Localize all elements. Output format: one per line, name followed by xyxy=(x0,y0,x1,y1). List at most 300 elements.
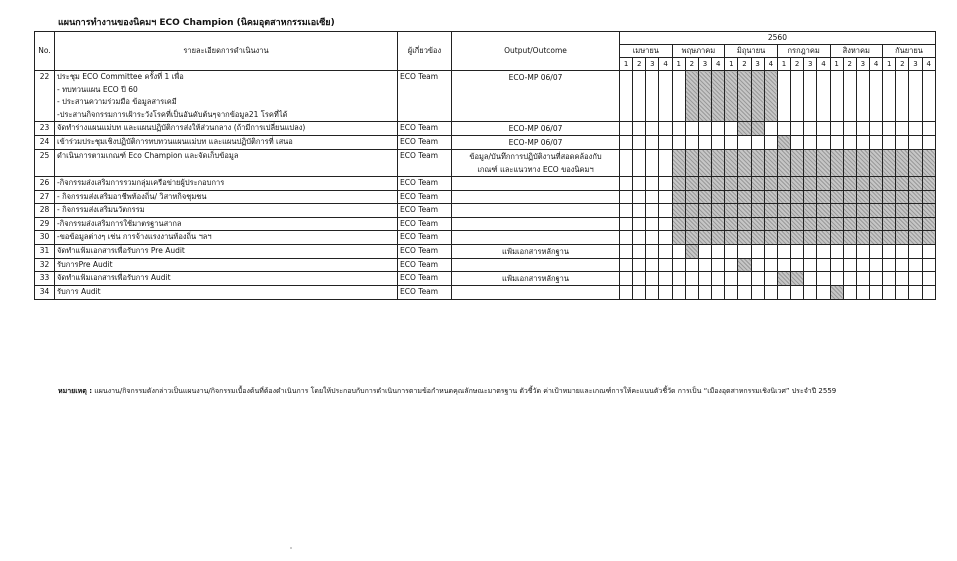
header-year: 2560 xyxy=(620,32,936,45)
month-header: สิงหาคม xyxy=(830,45,883,58)
schedule-cell xyxy=(725,122,738,136)
output-outcome xyxy=(452,71,620,122)
responsible-party: ECO Team xyxy=(398,136,452,150)
schedule-cell-marked xyxy=(725,71,738,122)
schedule-cell xyxy=(751,244,764,258)
schedule-cell xyxy=(738,272,751,286)
activity-description xyxy=(55,286,398,300)
schedule-cell-marked xyxy=(856,177,869,191)
schedule-cell xyxy=(909,244,922,258)
responsible-party: ECO Team xyxy=(398,286,452,300)
plan-body xyxy=(35,71,936,300)
header-output: Output/Outcome xyxy=(452,32,620,71)
schedule-cell-marked xyxy=(672,150,685,177)
schedule-cell xyxy=(633,204,646,218)
schedule-cell xyxy=(620,150,633,177)
schedule-cell xyxy=(646,190,659,204)
schedule-cell-marked xyxy=(751,217,764,231)
schedule-cell xyxy=(791,122,804,136)
description-line: -กิจกรรมส่งเสริมการใช้มาตรฐานสากล xyxy=(57,218,182,228)
schedule-cell xyxy=(646,272,659,286)
week-header: 3 xyxy=(751,58,764,71)
schedule-cell xyxy=(804,272,817,286)
schedule-cell xyxy=(685,272,698,286)
schedule-cell xyxy=(633,71,646,122)
schedule-cell-marked xyxy=(909,204,922,218)
schedule-cell xyxy=(672,136,685,150)
output-outcome xyxy=(452,217,620,231)
schedule-cell xyxy=(646,122,659,136)
week-header: 2 xyxy=(896,58,909,71)
schedule-cell xyxy=(620,244,633,258)
month-header: กันยายน xyxy=(883,45,936,58)
schedule-cell xyxy=(659,136,672,150)
schedule-cell xyxy=(869,258,882,272)
schedule-cell xyxy=(883,71,896,122)
week-header: 1 xyxy=(620,58,633,71)
schedule-cell xyxy=(646,177,659,191)
schedule-cell xyxy=(633,177,646,191)
schedule-cell xyxy=(856,71,869,122)
schedule-cell xyxy=(896,272,909,286)
schedule-cell-marked xyxy=(698,204,711,218)
table-row xyxy=(35,150,936,177)
schedule-cell-marked xyxy=(909,217,922,231)
schedule-cell-marked xyxy=(830,231,843,245)
schedule-cell-marked xyxy=(909,190,922,204)
schedule-cell xyxy=(791,136,804,150)
schedule-cell xyxy=(817,71,830,122)
schedule-cell-marked xyxy=(738,204,751,218)
schedule-cell xyxy=(830,244,843,258)
schedule-cell xyxy=(685,136,698,150)
schedule-cell xyxy=(883,136,896,150)
row-number: 27 xyxy=(35,190,55,204)
schedule-cell-marked xyxy=(843,150,856,177)
week-header: 4 xyxy=(764,58,777,71)
schedule-cell xyxy=(659,244,672,258)
week-header: 3 xyxy=(698,58,711,71)
row-number: 32 xyxy=(35,258,55,272)
schedule-cell-marked xyxy=(830,286,843,300)
week-header: 2 xyxy=(685,58,698,71)
schedule-cell-marked xyxy=(843,190,856,204)
schedule-cell-marked xyxy=(698,71,711,122)
schedule-cell xyxy=(646,244,659,258)
schedule-cell-marked xyxy=(764,204,777,218)
description-line: จัดทำแฟ้มเอกสารเพื่อรับการ Pre Audit xyxy=(57,245,185,255)
schedule-cell-marked xyxy=(869,217,882,231)
responsible-party: ECO Team xyxy=(398,272,452,286)
schedule-cell xyxy=(672,258,685,272)
week-header: 3 xyxy=(856,58,869,71)
schedule-cell xyxy=(843,122,856,136)
schedule-cell xyxy=(698,286,711,300)
schedule-cell xyxy=(659,71,672,122)
schedule-cell-marked xyxy=(751,150,764,177)
responsible-party: ECO Team xyxy=(398,204,452,218)
responsible-party: ECO Team xyxy=(398,71,452,122)
schedule-cell xyxy=(922,286,935,300)
schedule-cell-marked xyxy=(804,204,817,218)
schedule-cell xyxy=(659,272,672,286)
schedule-cell xyxy=(672,122,685,136)
schedule-cell xyxy=(856,258,869,272)
schedule-cell-marked xyxy=(764,177,777,191)
schedule-cell-marked xyxy=(869,231,882,245)
schedule-cell-marked xyxy=(830,190,843,204)
schedule-cell xyxy=(922,258,935,272)
schedule-cell-marked xyxy=(817,177,830,191)
schedule-cell-marked xyxy=(869,150,882,177)
output-outcome xyxy=(452,190,620,204)
schedule-cell xyxy=(620,136,633,150)
schedule-cell-marked xyxy=(922,217,935,231)
schedule-cell xyxy=(738,244,751,258)
schedule-cell xyxy=(712,258,725,272)
schedule-cell xyxy=(672,244,685,258)
schedule-cell xyxy=(869,244,882,258)
output-line: แฟ้มเอกสารหลักฐาน xyxy=(501,274,570,283)
schedule-cell xyxy=(791,71,804,122)
schedule-cell-marked xyxy=(751,204,764,218)
schedule-cell-marked xyxy=(922,177,935,191)
schedule-cell xyxy=(817,122,830,136)
schedule-cell xyxy=(764,258,777,272)
activity-description xyxy=(55,244,398,258)
schedule-cell xyxy=(843,136,856,150)
schedule-cell-marked xyxy=(738,150,751,177)
week-header: 3 xyxy=(804,58,817,71)
schedule-cell xyxy=(883,286,896,300)
schedule-cell-marked xyxy=(685,204,698,218)
description-line: - กิจกรรมส่งเสริมนวัตกรรม xyxy=(57,205,145,214)
schedule-cell xyxy=(817,136,830,150)
schedule-cell-marked xyxy=(817,150,830,177)
week-header: 1 xyxy=(883,58,896,71)
schedule-cell xyxy=(804,71,817,122)
activity-description xyxy=(55,217,398,231)
schedule-cell-marked xyxy=(883,204,896,218)
schedule-cell-marked xyxy=(791,204,804,218)
schedule-cell-marked xyxy=(777,272,790,286)
responsible-party: ECO Team xyxy=(398,244,452,258)
output-outcome xyxy=(452,272,620,286)
responsible-party: ECO Team xyxy=(398,190,452,204)
schedule-cell xyxy=(764,272,777,286)
schedule-cell xyxy=(856,244,869,258)
schedule-cell xyxy=(909,286,922,300)
week-header: 2 xyxy=(633,58,646,71)
activity-description xyxy=(55,71,398,122)
schedule-cell-marked xyxy=(725,150,738,177)
responsible-party: ECO Team xyxy=(398,150,452,177)
schedule-cell xyxy=(620,71,633,122)
schedule-cell xyxy=(909,122,922,136)
schedule-cell xyxy=(843,286,856,300)
row-number: 25 xyxy=(35,150,55,177)
schedule-cell xyxy=(633,136,646,150)
description-line: รับการPre Audit xyxy=(57,259,113,269)
table-row xyxy=(35,204,936,218)
schedule-cell xyxy=(725,136,738,150)
schedule-cell xyxy=(751,272,764,286)
schedule-cell xyxy=(633,190,646,204)
schedule-cell xyxy=(896,136,909,150)
header-responsible: ผู้เกี่ยวข้อง xyxy=(398,32,452,71)
footnote-text: แผนงาน/กิจกรรมดังกล่าวเป็นแผนงาน/กิจกรรมเบื้องต้นที่ต้องดำเนินการ โดยให้ประกอบกับการดำเนินการตามข้อกำหนดคุณลักษณะมาตรฐาน ตัวชี้วัด ค่าเป้าหมายและเกณฑ์การให้คะแนนตัวชี้วัด การเป็น “เมืองอุตสาหกรรมเชิงนิเวศ” ประจำปี 2559 xyxy=(94,387,837,395)
schedule-cell xyxy=(659,231,672,245)
month-header: พฤษภาคม xyxy=(672,45,725,58)
table-row xyxy=(35,190,936,204)
month-header: มิถุนายน xyxy=(725,45,778,58)
schedule-cell xyxy=(896,258,909,272)
week-header: 4 xyxy=(922,58,935,71)
schedule-cell-marked xyxy=(896,150,909,177)
schedule-cell xyxy=(843,71,856,122)
schedule-cell-marked xyxy=(751,231,764,245)
schedule-cell xyxy=(909,272,922,286)
schedule-cell xyxy=(633,286,646,300)
schedule-cell xyxy=(725,244,738,258)
responsible-party: ECO Team xyxy=(398,258,452,272)
output-outcome xyxy=(452,258,620,272)
description-line: ดำเนินการตามเกณฑ์ Eco Champion และจัดเก็บข้อมูล xyxy=(57,151,239,160)
schedule-cell-marked xyxy=(817,190,830,204)
activity-description xyxy=(55,231,398,245)
schedule-cell-marked xyxy=(712,231,725,245)
schedule-cell-marked xyxy=(804,217,817,231)
month-header: กรกฎาคม xyxy=(777,45,830,58)
schedule-cell-marked xyxy=(725,217,738,231)
schedule-cell xyxy=(646,286,659,300)
schedule-cell-marked xyxy=(738,258,751,272)
description-line: - ประสานความร่วมมือ ข้อมูลสารเคมี xyxy=(57,97,177,106)
output-line: ECO-MP 06/07 xyxy=(508,138,563,147)
output-outcome xyxy=(452,231,620,245)
week-header: 2 xyxy=(843,58,856,71)
schedule-cell-marked xyxy=(777,204,790,218)
schedule-cell xyxy=(712,244,725,258)
row-number: 29 xyxy=(35,217,55,231)
schedule-cell-marked xyxy=(751,190,764,204)
schedule-cell-marked xyxy=(751,122,764,136)
output-line: แฟ้มเอกสารหลักฐาน xyxy=(501,246,570,256)
schedule-cell-marked xyxy=(764,231,777,245)
schedule-cell-marked xyxy=(791,231,804,245)
table-row xyxy=(35,136,936,150)
week-header: 4 xyxy=(869,58,882,71)
schedule-cell-marked xyxy=(777,177,790,191)
output-line: ECO-MP 06/07 xyxy=(508,73,563,82)
schedule-cell xyxy=(791,286,804,300)
schedule-cell-marked xyxy=(685,71,698,122)
schedule-cell-marked xyxy=(909,177,922,191)
schedule-cell xyxy=(646,136,659,150)
schedule-cell-marked xyxy=(830,217,843,231)
schedule-cell xyxy=(646,217,659,231)
schedule-cell xyxy=(791,258,804,272)
activity-description xyxy=(55,150,398,177)
schedule-cell xyxy=(633,258,646,272)
output-outcome xyxy=(452,150,620,177)
table-row xyxy=(35,177,936,191)
schedule-cell-marked xyxy=(698,217,711,231)
schedule-cell xyxy=(672,71,685,122)
description-line: จัดทำแฟ้มเอกสารเพื่อรับการ Audit xyxy=(57,273,171,282)
schedule-cell-marked xyxy=(869,204,882,218)
schedule-cell xyxy=(659,150,672,177)
activity-description xyxy=(55,122,398,136)
schedule-cell-marked xyxy=(685,190,698,204)
schedule-cell xyxy=(804,258,817,272)
schedule-cell-marked xyxy=(712,204,725,218)
description-line: -ขอข้อมูลต่างๆ เช่น การจ้างแรงงานท้องถิ่น ฯลฯ xyxy=(57,232,212,241)
schedule-cell xyxy=(633,217,646,231)
schedule-cell xyxy=(712,122,725,136)
schedule-cell-marked xyxy=(751,71,764,122)
output-outcome xyxy=(452,244,620,258)
schedule-cell-marked xyxy=(843,217,856,231)
schedule-cell xyxy=(922,71,935,122)
schedule-cell xyxy=(922,244,935,258)
activity-description xyxy=(55,272,398,286)
schedule-cell xyxy=(883,258,896,272)
schedule-cell-marked xyxy=(738,71,751,122)
row-number: 24 xyxy=(35,136,55,150)
row-number: 23 xyxy=(35,122,55,136)
schedule-cell xyxy=(883,272,896,286)
schedule-cell-marked xyxy=(685,244,698,258)
schedule-cell-marked xyxy=(830,150,843,177)
schedule-cell-marked xyxy=(791,217,804,231)
schedule-cell xyxy=(698,122,711,136)
schedule-cell xyxy=(922,272,935,286)
schedule-cell xyxy=(869,136,882,150)
schedule-cell xyxy=(659,204,672,218)
schedule-cell xyxy=(659,217,672,231)
schedule-cell-marked xyxy=(777,136,790,150)
schedule-cell xyxy=(646,204,659,218)
schedule-cell-marked xyxy=(764,71,777,122)
output-outcome xyxy=(452,286,620,300)
schedule-cell-marked xyxy=(922,150,935,177)
schedule-cell-marked xyxy=(817,231,830,245)
schedule-cell xyxy=(751,136,764,150)
header-description: รายละเอียดการดำเนินงาน xyxy=(55,32,398,71)
schedule-cell-marked xyxy=(922,231,935,245)
week-header: 4 xyxy=(712,58,725,71)
schedule-cell xyxy=(620,231,633,245)
schedule-cell xyxy=(646,258,659,272)
schedule-cell-marked xyxy=(909,231,922,245)
table-row xyxy=(35,122,936,136)
week-header: 1 xyxy=(672,58,685,71)
schedule-cell-marked xyxy=(685,177,698,191)
schedule-cell-marked xyxy=(725,190,738,204)
activity-description xyxy=(55,136,398,150)
schedule-cell-marked xyxy=(672,231,685,245)
schedule-cell xyxy=(791,244,804,258)
table-row xyxy=(35,231,936,245)
schedule-cell-marked xyxy=(804,231,817,245)
schedule-cell xyxy=(856,272,869,286)
row-number: 34 xyxy=(35,286,55,300)
output-outcome xyxy=(452,177,620,191)
schedule-cell xyxy=(830,272,843,286)
schedule-cell xyxy=(764,136,777,150)
schedule-cell-marked xyxy=(896,204,909,218)
work-plan-table xyxy=(34,31,936,300)
schedule-cell-marked xyxy=(791,150,804,177)
schedule-cell-marked xyxy=(856,231,869,245)
schedule-cell xyxy=(909,136,922,150)
schedule-cell-marked xyxy=(764,190,777,204)
schedule-cell xyxy=(869,272,882,286)
week-header: 1 xyxy=(830,58,843,71)
schedule-cell xyxy=(804,244,817,258)
schedule-cell xyxy=(843,258,856,272)
schedule-cell-marked xyxy=(856,150,869,177)
schedule-cell-marked xyxy=(685,231,698,245)
schedule-cell xyxy=(620,217,633,231)
schedule-cell-marked xyxy=(896,217,909,231)
schedule-cell xyxy=(698,244,711,258)
schedule-cell xyxy=(817,244,830,258)
schedule-cell xyxy=(896,71,909,122)
schedule-cell xyxy=(712,286,725,300)
schedule-cell-marked xyxy=(883,150,896,177)
schedule-cell-marked xyxy=(883,231,896,245)
schedule-cell xyxy=(698,136,711,150)
schedule-cell xyxy=(869,71,882,122)
schedule-cell xyxy=(777,244,790,258)
schedule-cell xyxy=(804,286,817,300)
output-line: เกณฑ์ และแนวทาง ECO ของนิคมฯ xyxy=(477,165,594,174)
schedule-cell-marked xyxy=(843,177,856,191)
schedule-cell-marked xyxy=(883,190,896,204)
row-number: 22 xyxy=(35,71,55,122)
schedule-cell-marked xyxy=(751,177,764,191)
schedule-cell-marked xyxy=(896,190,909,204)
schedule-cell xyxy=(738,286,751,300)
schedule-cell xyxy=(620,190,633,204)
row-number: 28 xyxy=(35,204,55,218)
schedule-cell xyxy=(659,286,672,300)
schedule-cell xyxy=(685,258,698,272)
schedule-cell-marked xyxy=(830,177,843,191)
schedule-cell xyxy=(738,136,751,150)
schedule-cell-marked xyxy=(843,231,856,245)
schedule-cell xyxy=(777,122,790,136)
schedule-cell xyxy=(751,258,764,272)
description-line: - กิจกรรมส่งเสริมอาชีพท้องถิ่น/ วิสาหกิจชุมชน xyxy=(57,191,207,201)
schedule-cell xyxy=(804,122,817,136)
schedule-cell xyxy=(620,272,633,286)
schedule-cell xyxy=(856,286,869,300)
schedule-cell xyxy=(672,272,685,286)
schedule-cell xyxy=(922,136,935,150)
activity-description xyxy=(55,190,398,204)
schedule-cell xyxy=(659,122,672,136)
schedule-cell xyxy=(646,231,659,245)
activity-description xyxy=(55,258,398,272)
schedule-cell xyxy=(646,71,659,122)
row-number: 30 xyxy=(35,231,55,245)
schedule-cell xyxy=(620,177,633,191)
description-line: -ประสานกิจกรรมการเฝ้าระวังโรคที่เป็นอันดับต้นๆจากข้อมูล21 โรคที่ได้ xyxy=(57,109,288,119)
schedule-cell-marked xyxy=(883,217,896,231)
